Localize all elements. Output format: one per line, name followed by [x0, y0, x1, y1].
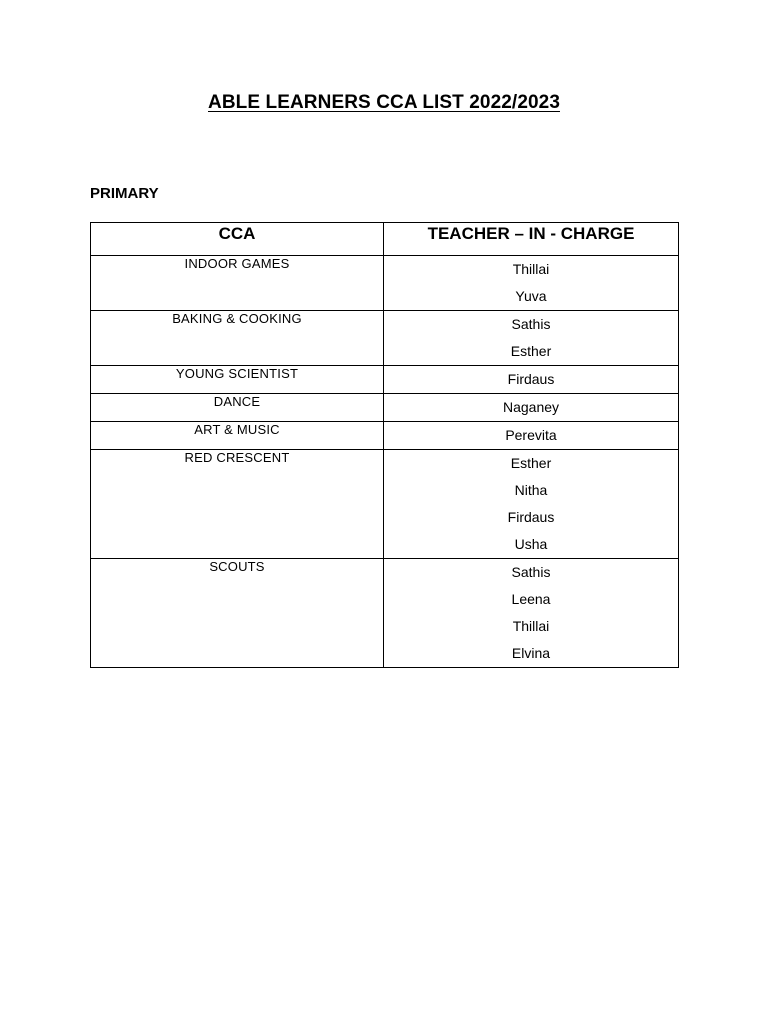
table-row: [91, 394, 679, 422]
table-row: [91, 256, 679, 311]
teacher-name: Thillai: [512, 618, 550, 634]
document-title: ABLE LEARNERS CCA LIST 2022/2023: [208, 92, 560, 113]
table-row: [91, 311, 679, 366]
column-header-cca: CCA: [91, 223, 384, 256]
cca-activity-cell: DANCE: [91, 394, 384, 422]
teacher-name: Sathis: [511, 564, 551, 580]
cca-activity-cell: RED CRESCENT: [91, 450, 384, 559]
cca-activity-cell: YOUNG SCIENTIST: [91, 366, 384, 394]
teacher-in-charge-cell: [384, 422, 679, 450]
table-row: [91, 559, 679, 668]
teacher-name: Esther: [510, 343, 552, 359]
cca-activity-cell: ART & MUSIC: [91, 422, 384, 450]
cca-table: [90, 222, 679, 668]
teacher-name: Leena: [511, 591, 551, 607]
table-body: [91, 256, 679, 668]
teacher-name: Naganey: [502, 399, 560, 415]
teacher-name: Usha: [514, 536, 548, 552]
teacher-in-charge-cell: [384, 256, 679, 311]
cca-activity-cell: INDOOR GAMES: [91, 256, 384, 311]
teacher-name: Firdaus: [507, 509, 555, 525]
teacher-in-charge-cell: [384, 394, 679, 422]
teacher-name: Sathis: [511, 316, 551, 332]
table-row: [91, 422, 679, 450]
teacher-name: Yuva: [515, 288, 547, 304]
teacher-name: Perevita: [505, 427, 557, 443]
teacher-in-charge-cell: [384, 311, 679, 366]
teacher-name: Esther: [510, 455, 552, 471]
teacher-name: Firdaus: [507, 371, 555, 387]
teacher-name: Elvina: [511, 645, 551, 661]
teacher-name: Thillai: [512, 261, 550, 277]
column-header-teacher-in-charge: TEACHER – IN - CHARGE: [384, 223, 679, 256]
table-row: [91, 450, 679, 559]
teacher-in-charge-cell: [384, 450, 679, 559]
table-header-row: [91, 223, 679, 256]
teacher-in-charge-cell: [384, 559, 679, 668]
table-row: [91, 366, 679, 394]
teacher-in-charge-cell: [384, 366, 679, 394]
section-heading-primary: PRIMARY: [90, 185, 159, 202]
teacher-name: Nitha: [514, 482, 548, 498]
cca-activity-cell: SCOUTS: [91, 559, 384, 668]
cca-activity-cell: BAKING & COOKING: [91, 311, 384, 366]
